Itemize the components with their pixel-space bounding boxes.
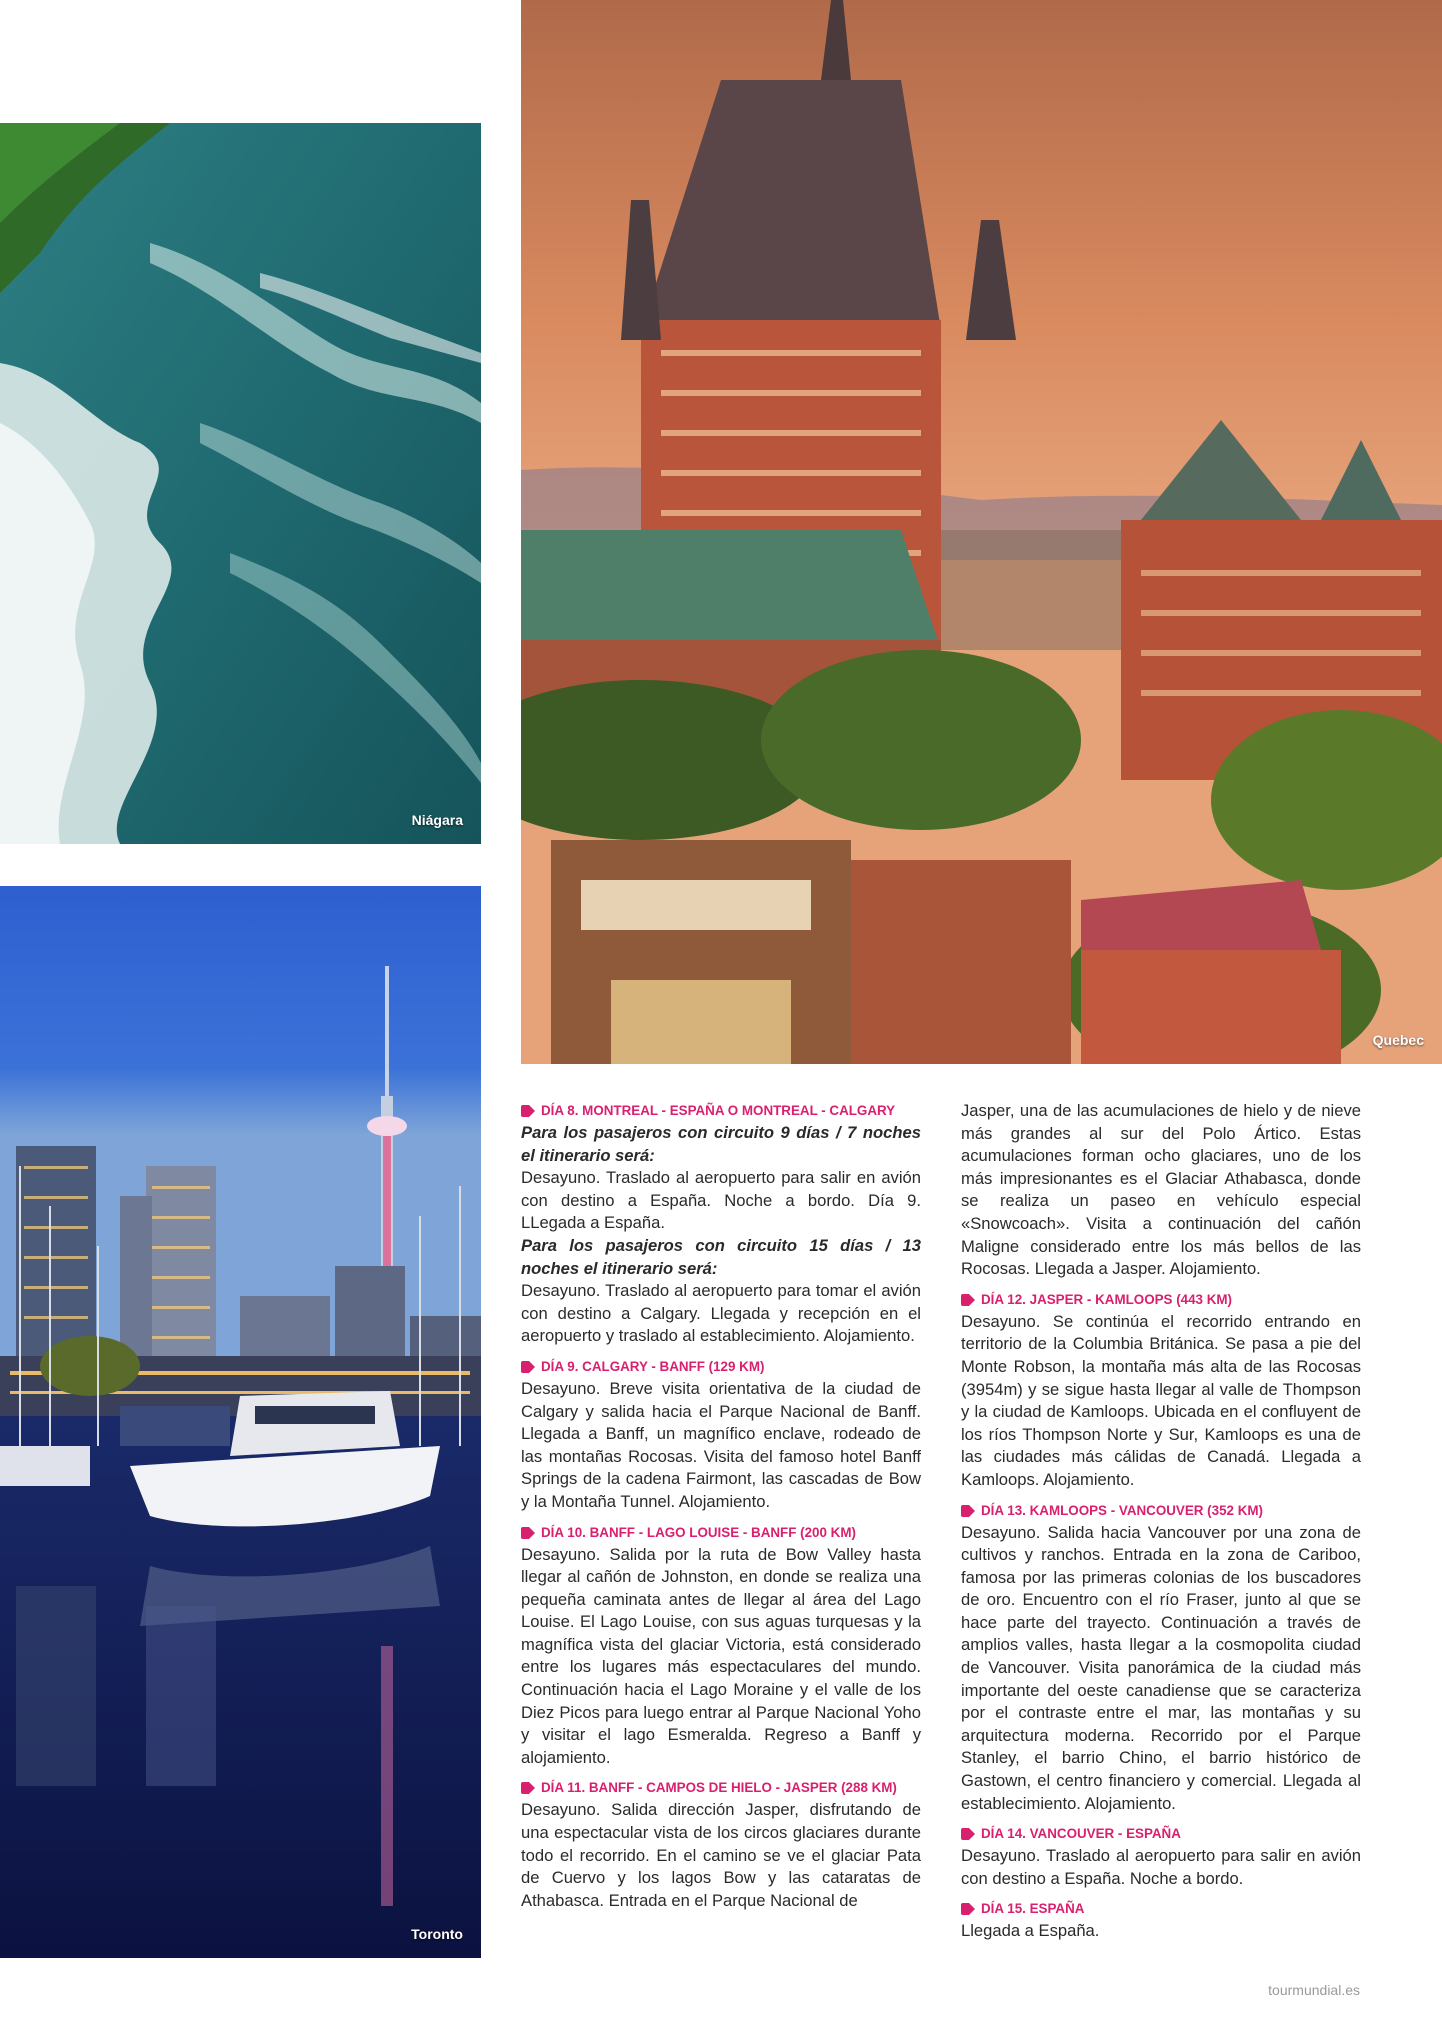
day-12-section — [961, 1289, 1361, 1492]
day-11-section — [521, 1777, 921, 1912]
toronto-image — [0, 886, 481, 1958]
day-11-heading — [521, 1777, 921, 1799]
pointer-icon — [961, 1505, 975, 1517]
day-14-heading — [961, 1823, 1361, 1845]
day-10-text: Desayuno. Salida por la ruta de Bow Valley hasta llegar al cañón de Johnston, en donde se realiza una pequeña caminata antes de llegar al área del Lago Louise. El Lago Louise, con sus aguas turquesas y la magnífica vista del glaciar Victoria, está considerado entre los lugares más espectaculares del mundo. Continuación hacia el Lago Moraine y el valle de los Diez Picos para luego entrar al Parque Nacional Yoho y visitar el lago Esmeralda. Regreso a Banff y alojamiento. — [521, 1544, 921, 1767]
quebec-photo — [521, 0, 1442, 1064]
niagara-caption: Niágara — [411, 812, 463, 828]
day-14-section — [961, 1823, 1361, 1890]
niagara-image — [0, 123, 481, 844]
day-14-text: Desayuno. Traslado al aeropuerto para salir en avión con destino a España. Noche a bordo. — [961, 1846, 1361, 1888]
day-8-text-2: Desayuno. Traslado al aeropuerto para tomar el avión con destino a Calgary. Llegada y recepción en el aeropuerto y traslado al establecimiento. Alojamiento. — [521, 1281, 921, 1346]
day-8-section — [521, 1100, 921, 1348]
day-9-heading — [521, 1356, 921, 1378]
toronto-caption: Toronto — [411, 1926, 463, 1942]
day-12-heading-text: DÍA 12. JASPER - KAMLOOPS (443 KM) — [981, 1291, 1232, 1307]
itinerary-column-right — [961, 1100, 1361, 1951]
pointer-icon — [521, 1527, 535, 1539]
day-10-section — [521, 1522, 921, 1770]
day-15-text: Llegada a España. — [961, 1921, 1100, 1941]
day-15-section — [961, 1898, 1361, 1943]
day-13-text: Desayuno. Salida hacia Vancouver por una zona de cultivos y ranchos. Entrada en la zona de Cariboo, famosa por las primeras colonias de los buscadores de oro. Encuentro con el río Fraser, junto al que se hace parte del trayecto. Continuación a través de amplios valles, hasta llegar a la cosmopolita ciudad de Vancouver. Visita panorámica de la ciudad más importante del oeste canadiense que se caracteriza por el contraste entre el mar, las montañas y su arquitectura moderna. Recorrido por el Parque Stanley, el barrio Chino, el barrio histórico de Gastown, el centro financiero y comercial. Llegada al establecimiento. Alojamiento. — [961, 1522, 1361, 1813]
niagara-photo — [0, 123, 481, 844]
quebec-image — [521, 0, 1442, 1064]
day-15-heading — [961, 1898, 1361, 1920]
itinerary-column-left — [521, 1100, 921, 1920]
day-13-section — [961, 1500, 1361, 1816]
footer-website[interactable]: tourmundial.es — [1268, 1982, 1360, 1998]
day-8-note-1: Para los pasajeros con circuito 9 días / 7 noches el itinerario será: — [521, 1123, 921, 1165]
pointer-icon — [521, 1361, 535, 1373]
day-8-note-2: Para los pasajeros con circuito 15 días / 13 noches el itinerario será: — [521, 1235, 921, 1278]
pointer-icon — [961, 1828, 975, 1840]
day-10-heading — [521, 1522, 921, 1544]
day-13-heading — [961, 1500, 1361, 1522]
day-9-section — [521, 1356, 921, 1514]
day-12-text: Desayuno. Se continúa el recorrido entrando en territorio de la Columbia Británica. Se pasa a pie del Monte Robson, la montaña más alta de las Rocosas (3954m) y se sigue hasta llegar al valle de Thompson y la ciudad de Kamloops. Ubicada en el confluyent de los ríos Thompson Norte y Sur, Kamloops es una de las ciudades más cálidas de Canadá. Llegada a Kamloops. Alojamiento. — [961, 1311, 1361, 1489]
day-8-heading — [521, 1100, 921, 1122]
pointer-icon — [961, 1903, 975, 1915]
day-14-heading-text: DÍA 14. VANCOUVER - ESPAÑA — [981, 1826, 1181, 1842]
day-11-continued — [961, 1100, 1361, 1281]
quebec-caption: Quebec — [1372, 1032, 1424, 1048]
pointer-icon — [521, 1782, 535, 1794]
toronto-photo — [0, 886, 481, 1958]
day-15-heading-text: DÍA 15. ESPAÑA — [981, 1901, 1085, 1917]
day-9-heading-text: DÍA 9. CALGARY - BANFF (129 KM) — [541, 1358, 765, 1374]
day-12-heading — [961, 1289, 1361, 1311]
day-11-text-right: Jasper, una de las acumulaciones de hielo y de nieve más grandes al sur del Polo Ártico. Estas acumulaciones forman ocho glaciares, uno de los más impresionantes es el Glaciar Athabasca, donde se realiza un paseo en vehículo especial «Snowcoach». Visita a continuación del cañón Maligne considerado entre los más bellos de las Rocosas. Llegada a Jasper. Alojamiento. — [961, 1101, 1361, 1279]
day-13-heading-text: DÍA 13. KAMLOOPS - VANCOUVER (352 KM) — [981, 1502, 1263, 1518]
day-8-heading-text: DÍA 8. MONTREAL - ESPAÑA O MONTREAL - CALGARY — [541, 1103, 896, 1118]
day-11-text-left: Desayuno. Salida dirección Jasper, disfrutando de una espectacular vista de los circos glaciares durante todo el recorrido. En el camino se ve el glaciar Pata de Cuervo y los lagos Bow y las cataratas de Athabasca. Entrada en el Parque Nacional de — [521, 1800, 921, 1910]
pointer-icon — [961, 1294, 975, 1306]
day-10-heading-text: DÍA 10. BANFF - LAGO LOUISE - BANFF (200 KM) — [541, 1524, 856, 1540]
day-8-text-1: Desayuno. Traslado al aeropuerto para salir en avión con destino a España. Noche a bordo. Día 9. LLegada a España. — [521, 1168, 921, 1233]
pointer-icon — [521, 1105, 535, 1117]
day-9-text: Desayuno. Breve visita orientativa de la ciudad de Calgary y salida hacia el Parque Nacional de Banff. Llegada a Banff, un magnífico enclave, rodeado de las montañas Rocosas. Visita del famoso hotel Banff Springs de la cadena Fairmont, las cascadas de Bow y la Montaña Tunnel. Alojamiento. — [521, 1378, 921, 1511]
day-11-heading-text: DÍA 11. BANFF - CAMPOS DE HIELO - JASPER (288 KM) — [541, 1780, 897, 1796]
